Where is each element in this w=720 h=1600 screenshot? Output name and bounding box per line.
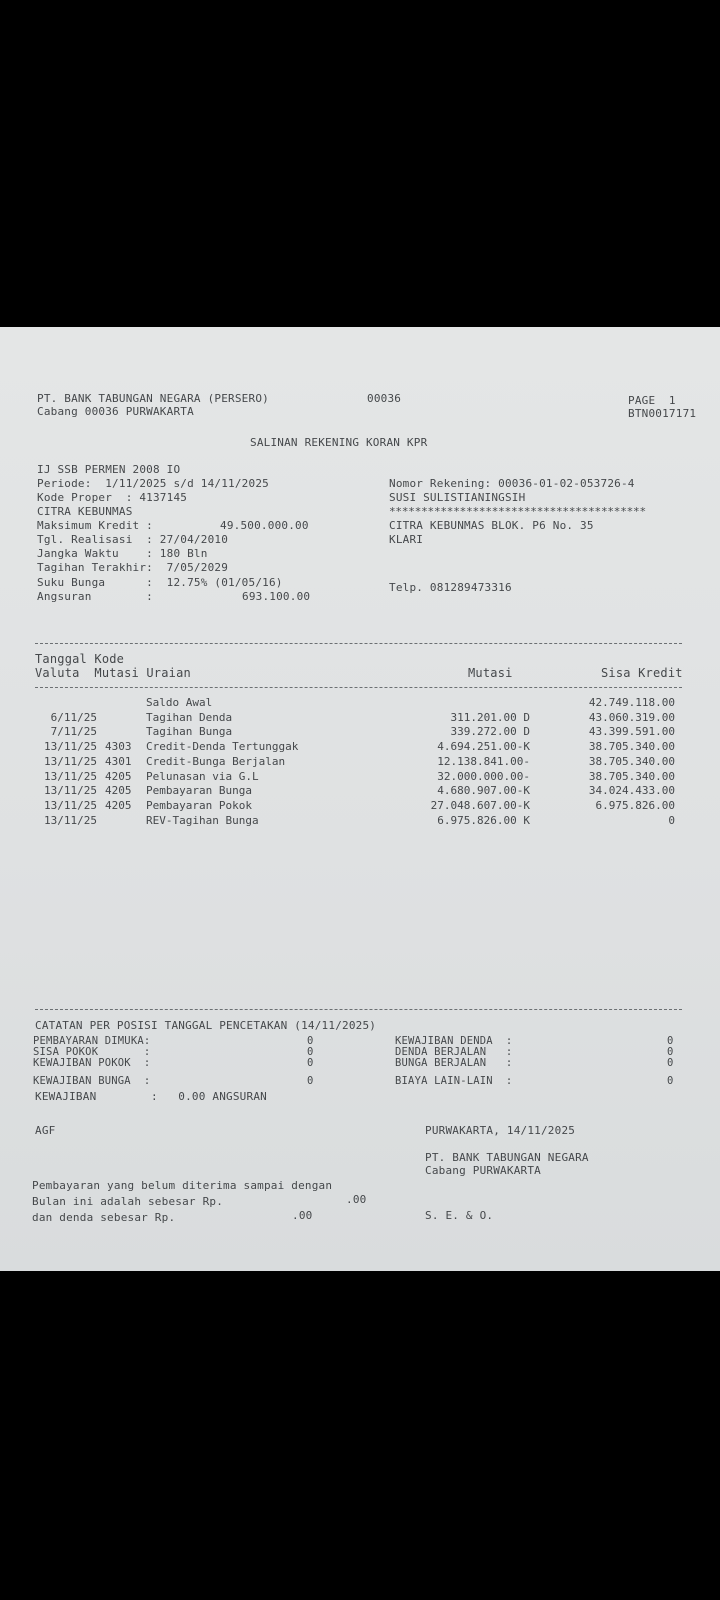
catatan-left-value: 0: [307, 1057, 314, 1069]
row-sisa-kredit: 0: [668, 813, 675, 827]
catatan-right-label: DENDA BERJALAN :: [395, 1046, 513, 1058]
page-number: PAGE 1: [628, 394, 676, 407]
row-description: Saldo Awal: [146, 696, 213, 709]
header-tanggal-kode: Tanggal Kode: [35, 652, 125, 666]
separator-stars: ****************************************: [389, 505, 646, 518]
customer-address: CITRA KEBUNMAS BLOK. P6 No. 35: [389, 519, 594, 532]
row-sisa-kredit: 38.705.340.00: [588, 754, 675, 768]
row-description: Credit-Denda Tertunggak: [146, 740, 299, 754]
row-description: Credit-Bunga Berjalan: [146, 754, 286, 768]
row-date: 13/11/25: [44, 754, 97, 768]
signature-bank-branch: Cabang PURWAKARTA: [425, 1164, 541, 1177]
bank-name: PT. BANK TABUNGAN NEGARA (PERSERO): [37, 392, 269, 405]
row-date: 13/11/25: [44, 784, 97, 798]
header-mutasi: Mutasi: [468, 666, 513, 680]
customer-city: KLARI: [389, 533, 424, 546]
statement-paper: [0, 327, 720, 1271]
row-mutasi: 27.048.607.00-K: [430, 798, 530, 812]
row-date: 13/11/25: [44, 740, 97, 754]
note-line-2: Bulan ini adalah sebesar Rp.: [32, 1195, 224, 1208]
note-line-3: dan denda sebesar Rp.: [32, 1211, 176, 1224]
catatan-left-label: KEWAJIBAN POKOK :: [33, 1057, 151, 1069]
row-mutasi: 12.138.841.00-: [437, 754, 530, 768]
row-date: 13/11/25: [44, 813, 97, 827]
row-date: 7/11/25: [50, 725, 97, 739]
suku-bunga-line: Suku Bunga : 12.75% (01/05/16): [37, 576, 283, 589]
row-sisa-kredit: 43.060.319.00: [588, 710, 675, 724]
catatan-top-rule: [35, 1009, 682, 1010]
bank-branch: Cabang 00036 PURWAKARTA: [37, 405, 194, 418]
doc-code: BTN0017171: [628, 407, 697, 420]
program-line: IJ SSB PERMEN 2008 IO: [37, 463, 181, 476]
row-mutasi: 4.680.907.00-K: [437, 784, 530, 798]
row-sisa-kredit: 42.749.118.00: [588, 696, 675, 709]
branch-code: 00036: [367, 392, 402, 405]
kode-proper-line: Kode Proper : 4137145: [37, 491, 188, 504]
row-description: Pembayaran Pokok: [146, 798, 252, 812]
row-code: 4205: [105, 769, 132, 783]
row-code: 4205: [105, 798, 132, 812]
customer-name: SUSI SULISTIANINGSIH: [389, 491, 526, 504]
angsuran-value: 693.100.00: [242, 590, 311, 603]
maksimum-kredit-value: 49.500.000.00: [220, 519, 309, 532]
seo-mark: S. E. & O.: [425, 1209, 494, 1222]
kewajiban-line: KEWAJIBAN : 0.00 ANGSURAN: [35, 1090, 267, 1103]
catatan-right-label: BIAYA LAIN-LAIN :: [395, 1074, 513, 1087]
row-mutasi: 339.272.00 D: [450, 725, 530, 739]
row-code: 4301: [105, 754, 132, 768]
angsuran-label: Angsuran :: [37, 590, 153, 603]
row-description: REV-Tagihan Bunga: [146, 813, 259, 827]
catatan-right-label: KEWAJIBAN DENDA :: [395, 1035, 513, 1047]
nomor-rekening: Nomor Rekening: 00036-01-02-053726-4: [389, 477, 635, 490]
note-line-3-value: .00: [292, 1209, 313, 1222]
maksimum-kredit-label: Maksimum Kredit :: [37, 519, 153, 532]
row-mutasi: 32.000.000.00-: [437, 769, 530, 783]
catatan-left-label: SISA POKOK :: [33, 1046, 151, 1058]
project-name: CITRA KEBUNMAS: [37, 505, 133, 518]
row-sisa-kredit: 38.705.340.00: [588, 740, 675, 754]
catatan-title: CATATAN PER POSISI TANGGAL PENCETAKAN (14/11/2025): [35, 1019, 377, 1032]
row-sisa-kredit: 34.024.433.00: [588, 784, 675, 798]
catatan-left-label: PEMBAYARAN DIMUKA:: [33, 1035, 151, 1047]
catatan-right-label: BUNGA BERJALAN :: [395, 1057, 513, 1069]
row-mutasi: 4.694.251.00-K: [437, 740, 530, 754]
row-mutasi: 311.201.00 D: [450, 710, 530, 724]
catatan-left-value: 0: [307, 1046, 314, 1058]
row-description: Pembayaran Bunga: [146, 784, 252, 798]
catatan-right-value: 0: [667, 1057, 674, 1069]
customer-telp: Telp. 081289473316: [389, 581, 512, 594]
row-sisa-kredit: 38.705.340.00: [588, 769, 675, 783]
row-description: Pelunasan via G.L: [146, 769, 259, 783]
row-description: Tagihan Bunga: [146, 725, 233, 739]
periode-line: Periode: 1/11/2025 s/d 14/11/2025: [37, 477, 269, 490]
row-date: 6/11/25: [50, 710, 97, 724]
document-title: SALINAN REKENING KORAN KPR: [250, 436, 428, 449]
header-sisa-kredit: Sisa Kredit: [601, 666, 683, 680]
row-sisa-kredit: 43.399.591.00: [588, 725, 675, 739]
note-line-1: Pembayaran yang belum diterima sampai dengan: [32, 1179, 333, 1192]
tagihan-terakhir-line: Tagihan Terakhir: 7/05/2029: [37, 561, 229, 574]
place-date: PURWAKARTA, 14/11/2025: [425, 1124, 576, 1137]
catatan-right-value: 0: [667, 1035, 674, 1047]
signature-bank-name: PT. BANK TABUNGAN NEGARA: [425, 1151, 589, 1164]
note-line-2-value: .00: [346, 1193, 367, 1206]
catatan-right-value: 0: [667, 1046, 674, 1058]
catatan-right-value: 0: [667, 1074, 674, 1087]
row-description: Tagihan Denda: [146, 710, 233, 724]
catatan-left-value: 0: [307, 1035, 314, 1047]
row-code: 4303: [105, 740, 132, 754]
table-top-rule: [35, 643, 682, 644]
agf-label: AGF: [35, 1124, 56, 1137]
table-header-rule: [35, 687, 682, 688]
row-mutasi: 6.975.826.00 K: [437, 813, 530, 827]
catatan-left-label: KEWAJIBAN BUNGA :: [33, 1074, 151, 1087]
row-date: 13/11/25: [44, 769, 97, 783]
row-code: 4205: [105, 784, 132, 798]
tgl-realisasi-line: Tgl. Realisasi : 27/04/2010: [37, 533, 229, 546]
jangka-waktu-line: Jangka Waktu : 180 Bln: [37, 547, 208, 560]
catatan-left-value: 0: [307, 1074, 314, 1087]
row-date: 13/11/25: [44, 798, 97, 812]
row-sisa-kredit: 6.975.826.00: [595, 798, 675, 812]
header-valuta-uraian: Valuta Mutasi Uraian: [35, 666, 191, 680]
